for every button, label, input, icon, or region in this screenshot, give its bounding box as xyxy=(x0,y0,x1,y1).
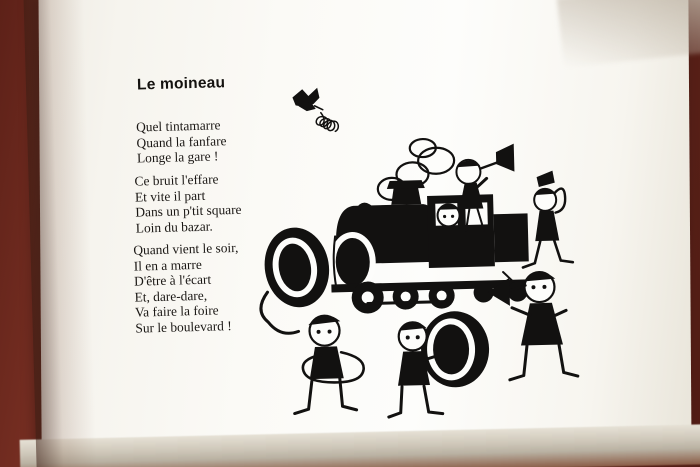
train-driver xyxy=(437,204,460,227)
trumpet-player xyxy=(487,270,578,380)
poem-stanza-1: Quel tintamarre Quand la fanfare Longe la gare ! xyxy=(135,117,227,166)
poem-stanza-2: Ce bruit l'effare Et vite il part Dans un p'tit square Loin du bazar. xyxy=(134,171,242,236)
poem-title: Le moineau xyxy=(136,74,226,94)
lasso-boy xyxy=(292,314,365,413)
bass-drum-player xyxy=(386,310,491,417)
sparrow-bird xyxy=(292,88,323,112)
poem-stanza-3: Quand vient le soir, Il en a marre D'être à l'écart Et, dare-dare, Va faire la foire Sur le boulevard ! xyxy=(133,239,239,336)
bird-flight-trail xyxy=(316,112,338,132)
